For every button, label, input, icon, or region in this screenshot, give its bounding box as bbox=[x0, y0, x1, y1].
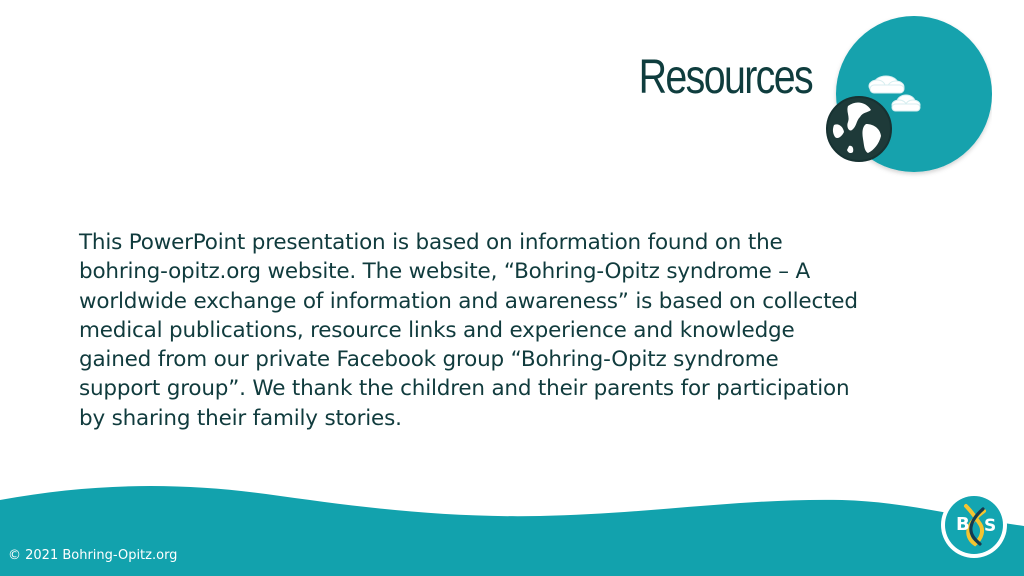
svg-text:B: B bbox=[956, 514, 970, 535]
body-line: worldwide exchange of information and awareness” is based on collected bbox=[79, 288, 858, 314]
globe-hero bbox=[820, 16, 992, 192]
body-line: gained from our private Facebook group “Bohring-Opitz syndrome bbox=[79, 347, 779, 373]
footer-copyright: © 2021 Bohring-Opitz.org bbox=[8, 548, 178, 563]
body-line: by sharing their family stories. bbox=[79, 405, 402, 431]
globe-icon bbox=[827, 97, 891, 161]
body-line: medical publications, resource links and experience and knowledge bbox=[79, 317, 795, 343]
svg-text:S: S bbox=[984, 516, 997, 536]
bos-logo-icon bbox=[940, 491, 1008, 559]
body-line: This PowerPoint presentation is based on information found on the bbox=[79, 230, 783, 255]
body-text bbox=[79, 228, 979, 433]
body-line: support group”. We thank the children and their parents for participation bbox=[79, 376, 850, 402]
slide-title: Resources bbox=[638, 51, 812, 104]
body-line: bohring-opitz.org website. The website, “Bohring-Opitz syndrome – A bbox=[79, 259, 810, 285]
